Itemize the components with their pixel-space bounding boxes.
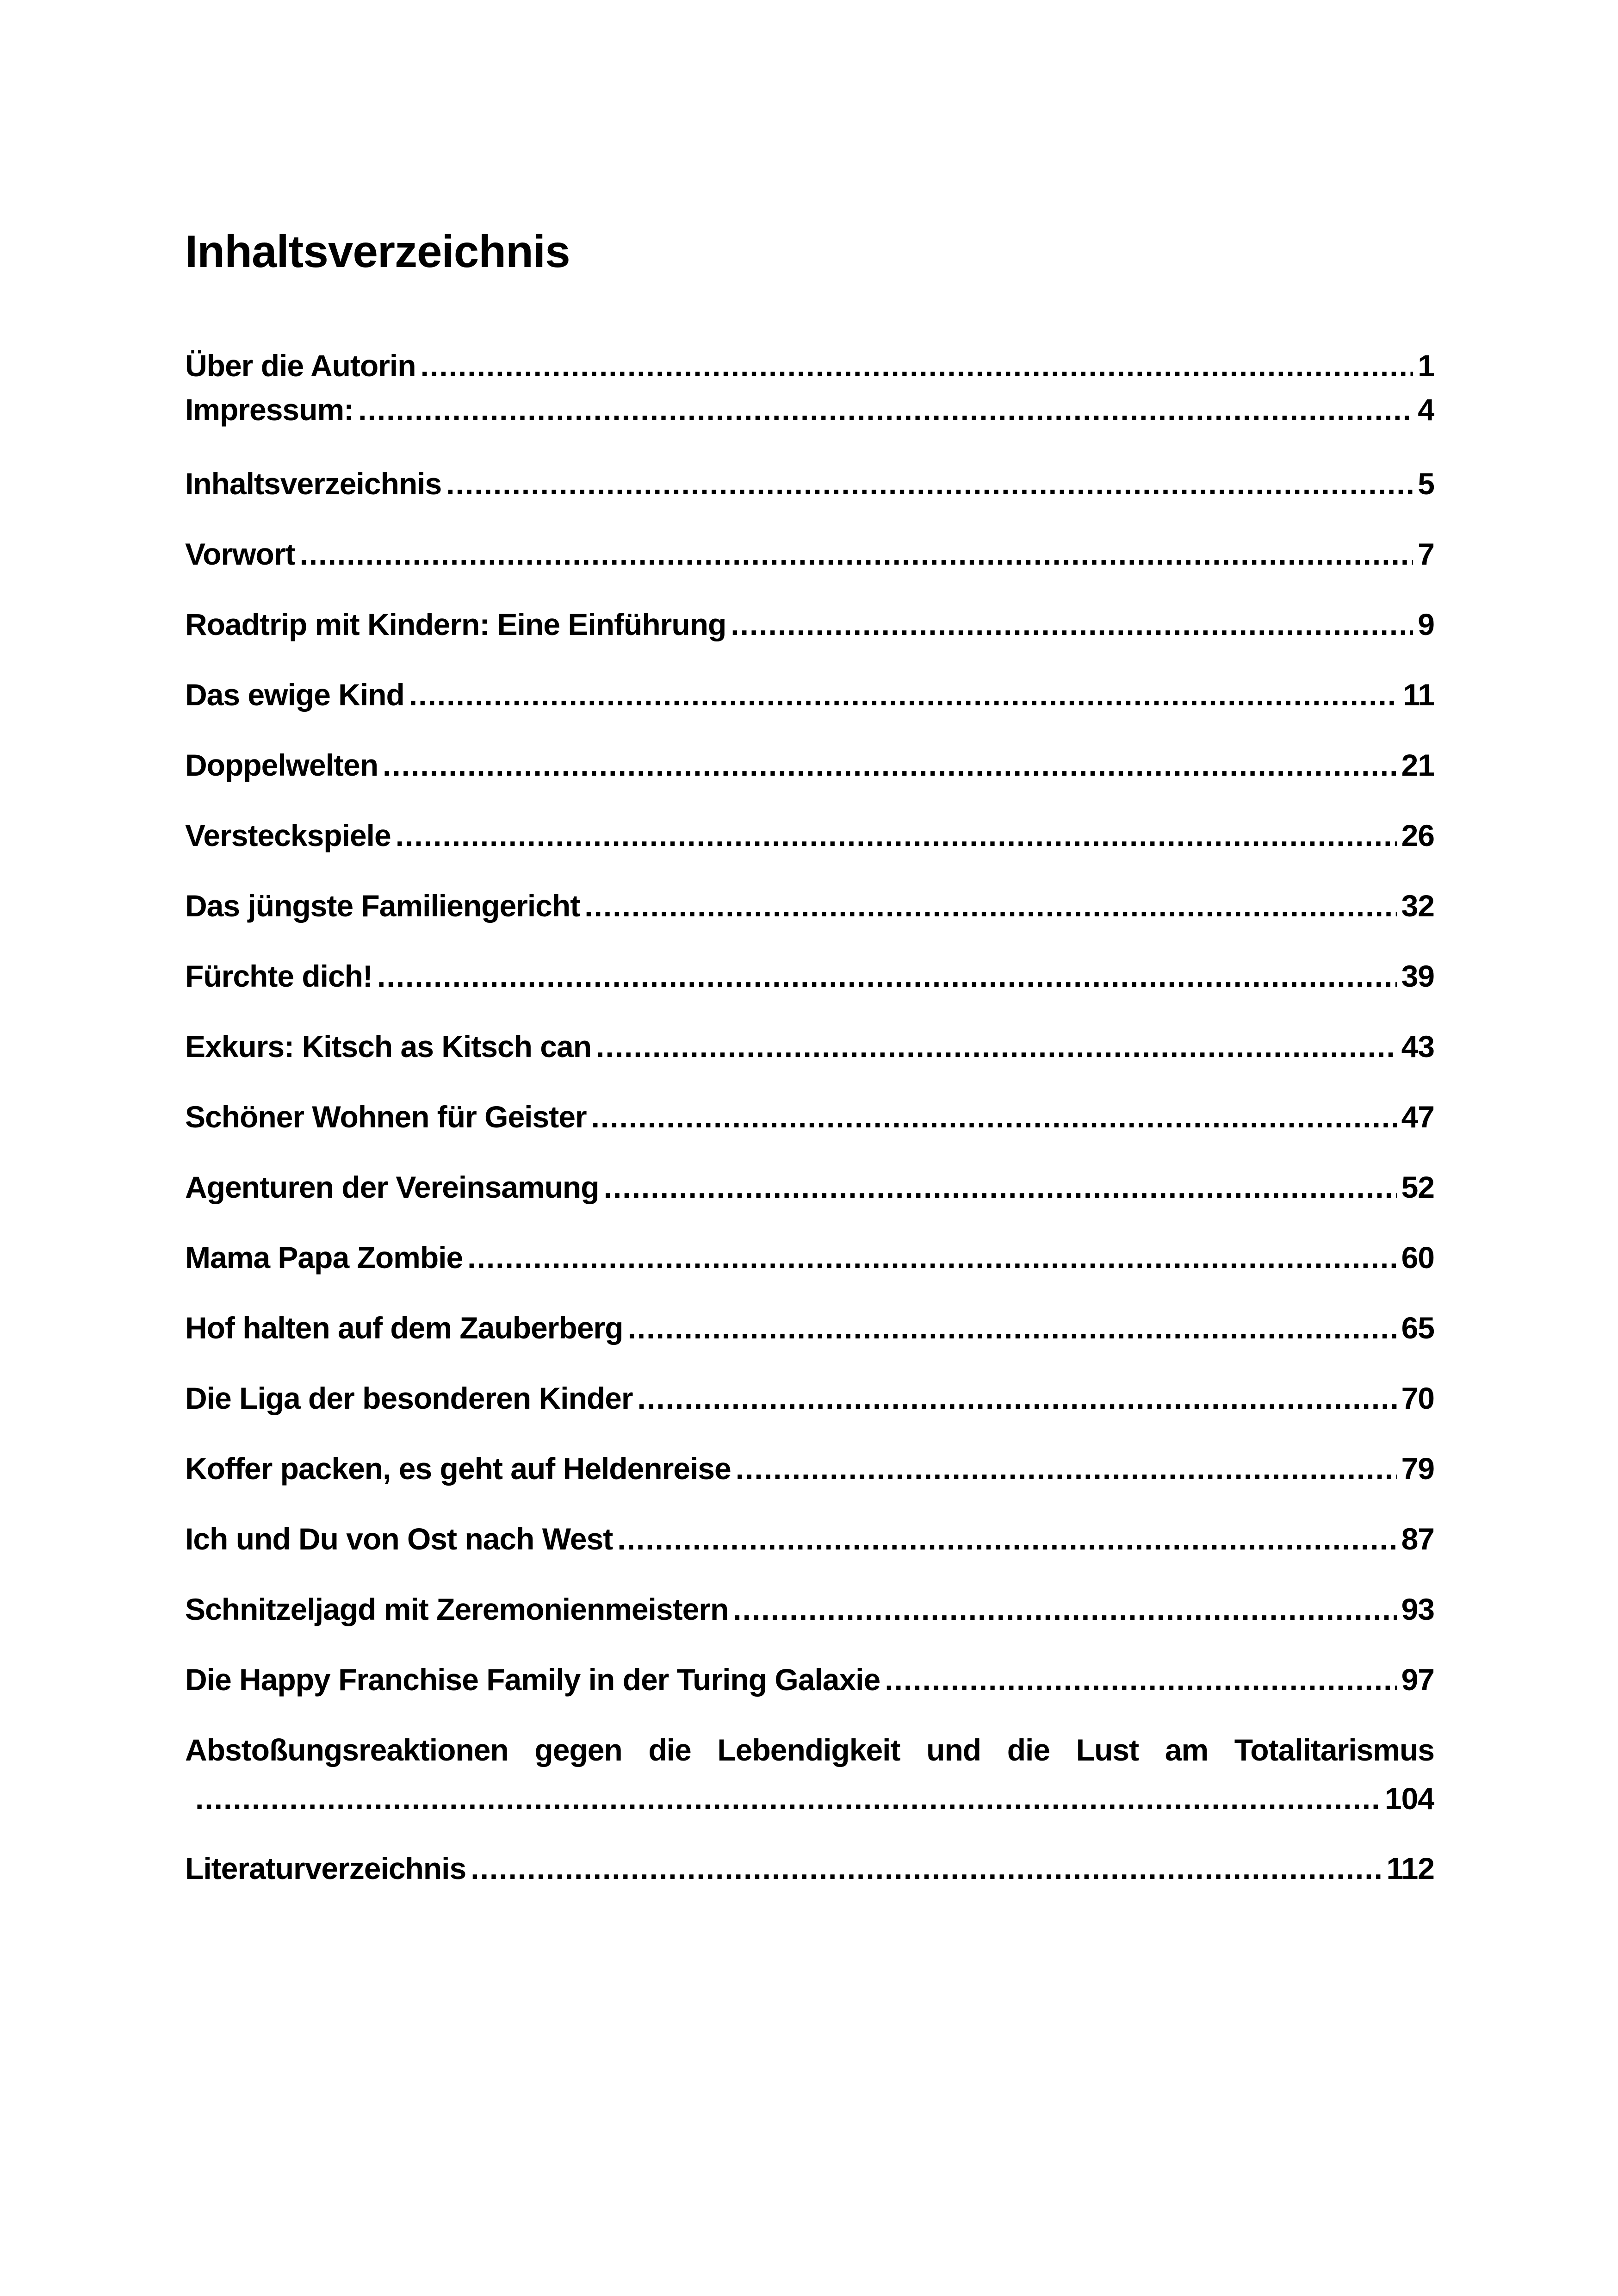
toc-entry-page: 4: [1418, 392, 1434, 427]
toc-entry-title: Agenturen der Vereinsamung: [185, 1170, 599, 1204]
dot-leader: [627, 1310, 1396, 1345]
toc-entry-title: Impressum:: [185, 392, 354, 427]
toc-entry-page: 39: [1401, 959, 1434, 993]
dot-leader: [736, 1451, 1397, 1486]
toc-entry-page: 21: [1401, 748, 1434, 782]
toc-entry[interactable]: [185, 1656, 1434, 1703]
toc-entry[interactable]: [185, 1094, 1434, 1140]
dot-leader: [383, 747, 1397, 783]
toc-entry-page: 104: [1384, 1781, 1434, 1816]
toc-entry-page: 112: [1386, 1851, 1434, 1885]
dot-leader: [733, 1592, 1396, 1627]
dot-leader: [396, 818, 1397, 853]
toc-entry-page: 79: [1401, 1451, 1434, 1486]
toc-entry-title: Roadtrip mit Kindern: Eine Einführung: [185, 607, 726, 641]
toc-entry[interactable]: [185, 342, 1434, 389]
toc-entry-page: 87: [1401, 1522, 1434, 1556]
toc-entry-title: Doppelwelten: [185, 748, 378, 782]
toc-entry-title: Über die Autorin: [185, 348, 416, 383]
toc-entry-title: Mama Papa Zombie: [185, 1240, 463, 1275]
dot-leader: [885, 1662, 1396, 1697]
toc-entry-page: 11: [1403, 678, 1434, 712]
toc-entry-title: Abstoßungsreaktionen gegen die Lebendigkeit und die Lust am Totalitarismus: [185, 1733, 1434, 1767]
dot-leader: [638, 1381, 1397, 1416]
page-title: Inhaltsverzeichnis: [185, 226, 570, 277]
toc-entry-page: 47: [1401, 1100, 1434, 1134]
dot-leader: [421, 348, 1413, 383]
toc-entry-title: Inhaltsverzeichnis: [185, 467, 442, 501]
toc-entry-title: Schnitzeljagd mit Zeremonienmeistern: [185, 1592, 729, 1626]
toc-entry[interactable]: [185, 1234, 1434, 1281]
toc-entry-page: 70: [1401, 1381, 1434, 1415]
toc-entry-title: Versteckspiele: [185, 818, 391, 852]
dot-leader: [358, 392, 1413, 427]
toc-entry-page: 97: [1401, 1662, 1434, 1697]
toc-entry[interactable]: [185, 1023, 1434, 1070]
toc-entry-title: Vorwort: [185, 537, 295, 571]
toc-entry-page: 5: [1418, 467, 1434, 501]
toc-entry[interactable]: [185, 812, 1434, 859]
toc-entry-page: 52: [1401, 1170, 1434, 1204]
dot-leader: [195, 1781, 1380, 1816]
dot-leader: [591, 1099, 1397, 1134]
toc-entry-title: Die Liga der besonderen Kinder: [185, 1381, 633, 1415]
dot-leader: [409, 677, 1398, 712]
toc-entry[interactable]: [185, 883, 1434, 929]
toc-entry[interactable]: [185, 1164, 1434, 1210]
toc-entry[interactable]: [185, 1305, 1434, 1351]
toc-entry[interactable]: [185, 742, 1434, 788]
toc-entry-page: 65: [1401, 1311, 1434, 1345]
toc-entry[interactable]: [185, 1445, 1434, 1492]
dot-leader: [446, 466, 1413, 501]
dot-leader: [584, 888, 1396, 923]
toc-entry[interactable]: [185, 1845, 1434, 1892]
toc-entry-page: 43: [1401, 1029, 1434, 1064]
toc-entry[interactable]: [185, 1727, 1434, 1824]
dot-leader: [596, 1029, 1397, 1064]
toc-entry-page: 32: [1401, 889, 1434, 923]
dot-leader: [471, 1851, 1382, 1886]
toc-entry[interactable]: [185, 1516, 1434, 1562]
toc-entry[interactable]: [185, 1586, 1434, 1632]
toc-entry-page: 1: [1418, 348, 1434, 383]
toc-entry[interactable]: [185, 1375, 1434, 1421]
toc-entry[interactable]: [185, 386, 1434, 433]
toc-entry[interactable]: [185, 460, 1434, 507]
dot-leader: [467, 1240, 1396, 1275]
dot-leader: [617, 1521, 1396, 1556]
toc-entry-title: Schöner Wohnen für Geister: [185, 1100, 587, 1134]
dot-leader: [377, 958, 1397, 994]
dot-leader: [604, 1170, 1397, 1205]
toc-entry-continuation: [185, 1775, 1434, 1822]
toc-entry-page: 9: [1418, 607, 1434, 641]
toc-entry-title: Literaturverzeichnis: [185, 1851, 466, 1885]
toc-entry-title: Die Happy Franchise Family in der Turing Galaxie: [185, 1662, 880, 1697]
toc-entry-title: Ich und Du von Ost nach West: [185, 1522, 613, 1556]
toc-entry-title: Koffer packen, es geht auf Heldenreise: [185, 1451, 731, 1486]
dot-leader: [299, 536, 1413, 572]
dot-leader: [731, 607, 1413, 642]
toc-entry-title: Das jüngste Familiengericht: [185, 889, 580, 923]
toc-entry[interactable]: [185, 531, 1434, 577]
toc-entry-page: 93: [1401, 1592, 1434, 1626]
toc-entry-page: 60: [1401, 1240, 1434, 1275]
toc-entry[interactable]: [185, 601, 1434, 647]
toc-entry-title: Fürchte dich!: [185, 959, 373, 993]
toc-entry-page: 7: [1418, 537, 1434, 571]
toc-entry-title: Exkurs: Kitsch as Kitsch can: [185, 1029, 592, 1064]
toc-entry[interactable]: [185, 672, 1434, 718]
toc-entry[interactable]: [185, 953, 1434, 999]
toc-entry-title: Das ewige Kind: [185, 678, 404, 712]
toc-entry-title: Hof halten auf dem Zauberberg: [185, 1311, 623, 1345]
toc-entry-page: 26: [1401, 818, 1434, 852]
